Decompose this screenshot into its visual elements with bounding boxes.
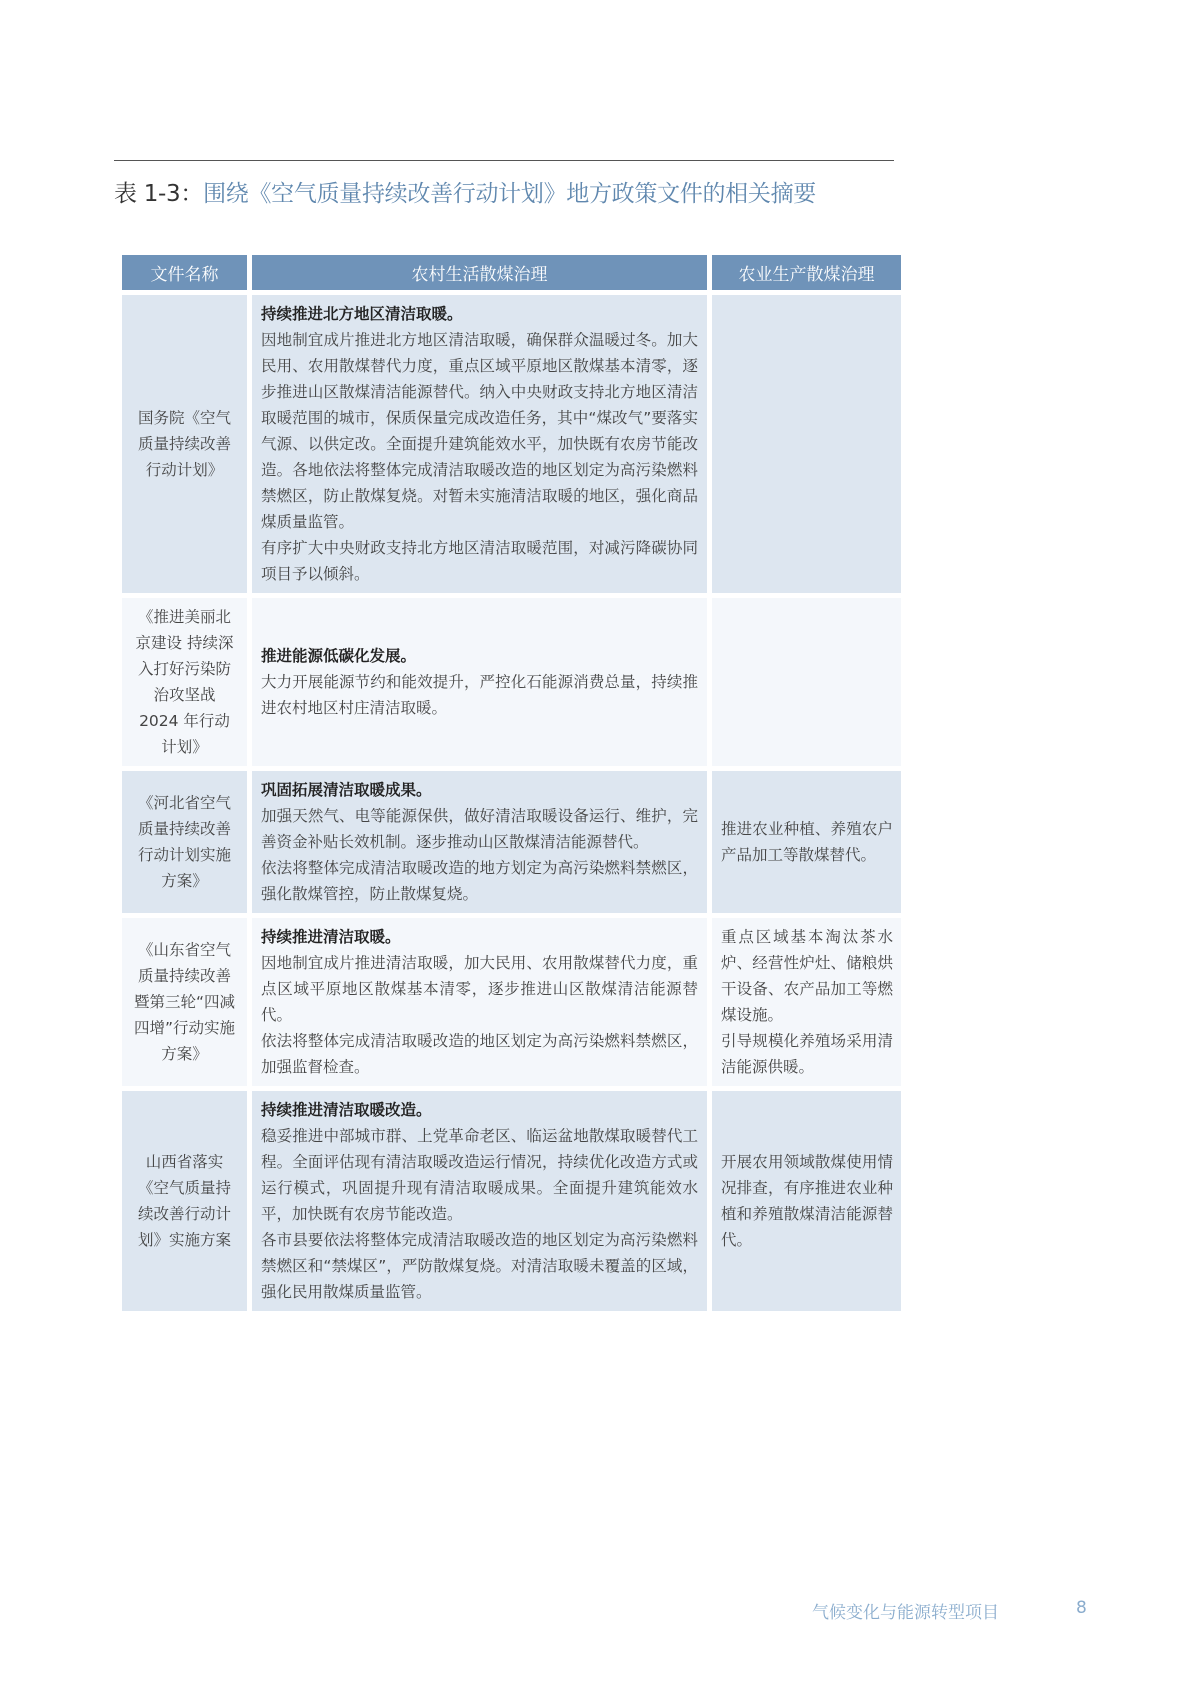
top-rule: [114, 160, 894, 161]
table-row: [122, 1091, 901, 1311]
rural-paragraph: 因地制宜成片推进清洁取暖，加大民用、农用散煤替代力度，重点区域平原地区散煤基本清零，逐步推进山区散煤清洁能源替代。: [261, 954, 698, 1024]
rural-lead: 持续推进北方地区清洁取暖。: [261, 305, 463, 323]
policy-name: 山西省落实《空气质量持续改善行动计划》实施方案: [122, 1091, 247, 1311]
footer-project-name: 气候变化与能源转型项目: [812, 1603, 999, 1623]
table-row: [122, 598, 901, 766]
caption-title: 围绕《空气质量持续改善行动计划》地方政策文件的相关摘要: [203, 181, 816, 207]
policy-name: 《推进美丽北京建设 持续深入打好污染防治攻坚战 2024 年行动计划》: [122, 598, 247, 766]
table-caption: [114, 178, 894, 210]
rural-lead: 持续推进清洁取暖。: [261, 928, 401, 946]
rural-paragraph: 稳妥推进中部城市群、上党革命老区、临运盆地散煤取暖替代工程。全面评估现有清洁取暖改造运行情况，持续优化改造方式或运行模式，巩固提升现有清洁取暖成果。全面提升建筑能效水平，加快既有农房节能改造。: [261, 1127, 698, 1223]
rural-lead: 推进能源低碳化发展。: [261, 647, 417, 665]
policy-name: 《河北省空气质量持续改善行动计划实施方案》: [122, 771, 247, 913]
rural-cell: [252, 918, 707, 1086]
header-file-name: 文件名称: [122, 255, 247, 290]
agri-cell: [712, 1091, 901, 1311]
policy-name: 《山东省空气质量持续改善暨第三轮“四减四增”行动实施方案》: [122, 918, 247, 1086]
rural-paragraph: 大力开展能源节约和能效提升，严控化石能源消费总量，持续推进农村地区村庄清洁取暖。: [261, 673, 698, 717]
agri-cell: [712, 295, 901, 593]
rural-lead: 持续推进清洁取暖改造。: [261, 1101, 432, 1119]
header-agri: 农业生产散煤治理: [712, 255, 901, 290]
agri-cell: [712, 598, 901, 766]
agri-paragraph: 引导规模化养殖场采用清洁能源供暖。: [721, 1032, 893, 1076]
rural-cell: [252, 598, 707, 766]
rural-cell: [252, 1091, 707, 1311]
agri-paragraph: 重点区域基本淘汰茶水炉、经营性炉灶、储粮烘干设备、农产品加工等燃煤设施。: [721, 928, 893, 1024]
table-header-row: [122, 255, 901, 290]
table-row: [122, 918, 901, 1086]
rural-paragraph: 依法将整体完成清洁取暖改造的地方划定为高污染燃料禁燃区，强化散煤管控，防止散煤复烧。: [261, 859, 698, 903]
policy-table: [117, 250, 906, 1316]
caption-number: 表 1-3：: [114, 181, 204, 207]
rural-paragraph: 因地制宜成片推进北方地区清洁取暖，确保群众温暖过冬。加大民用、农用散煤替代力度，重点区域平原地区散煤基本清零，逐步推进山区散煤清洁能源替代。纳入中央财政支持北方地区清洁取暖范围的城市，保质保量完成改造任务，其中“煤改气”要落实气源、以供定改。全面提升建筑能效水平，加快既有农房节能改造。各地依法将整体完成清洁取暖改造的地区划定为高污染燃料禁燃区，防止散煤复烧。对暂未实施清洁取暖的地区，强化商品煤质量监管。: [261, 331, 698, 531]
policy-name: 国务院《空气质量持续改善行动计划》: [122, 295, 247, 593]
header-rural: 农村生活散煤治理: [252, 255, 707, 290]
rural-paragraph: 依法将整体完成清洁取暖改造的地区划定为高污染燃料禁燃区，加强监督检查。: [261, 1032, 698, 1076]
rural-cell: [252, 295, 707, 593]
agri-cell: [712, 918, 901, 1086]
rural-paragraph: 有序扩大中央财政支持北方地区清洁取暖范围，对减污降碳协同项目予以倾斜。: [261, 539, 698, 583]
agri-cell: [712, 771, 901, 913]
rural-cell: [252, 771, 707, 913]
table-row: [122, 771, 901, 913]
rural-lead: 巩固拓展清洁取暖成果。: [261, 781, 432, 799]
rural-paragraph: 加强天然气、电等能源保供，做好清洁取暖设备运行、维护，完善资金补贴长效机制。逐步推动山区散煤清洁能源替代。: [261, 807, 698, 851]
agri-paragraph: 推进农业种植、养殖农户产品加工等散煤替代。: [721, 820, 893, 864]
table-row: [122, 295, 901, 593]
page-number: 8: [1076, 1598, 1087, 1618]
agri-paragraph: 开展农用领域散煤使用情况排查，有序推进农业种植和养殖散煤清洁能源替代。: [721, 1153, 893, 1249]
rural-paragraph: 各市县要依法将整体完成清洁取暖改造的地区划定为高污染燃料禁燃区和“禁煤区”，严防散煤复烧。对清洁取暖未覆盖的区域，强化民用散煤质量监管。: [261, 1231, 698, 1301]
